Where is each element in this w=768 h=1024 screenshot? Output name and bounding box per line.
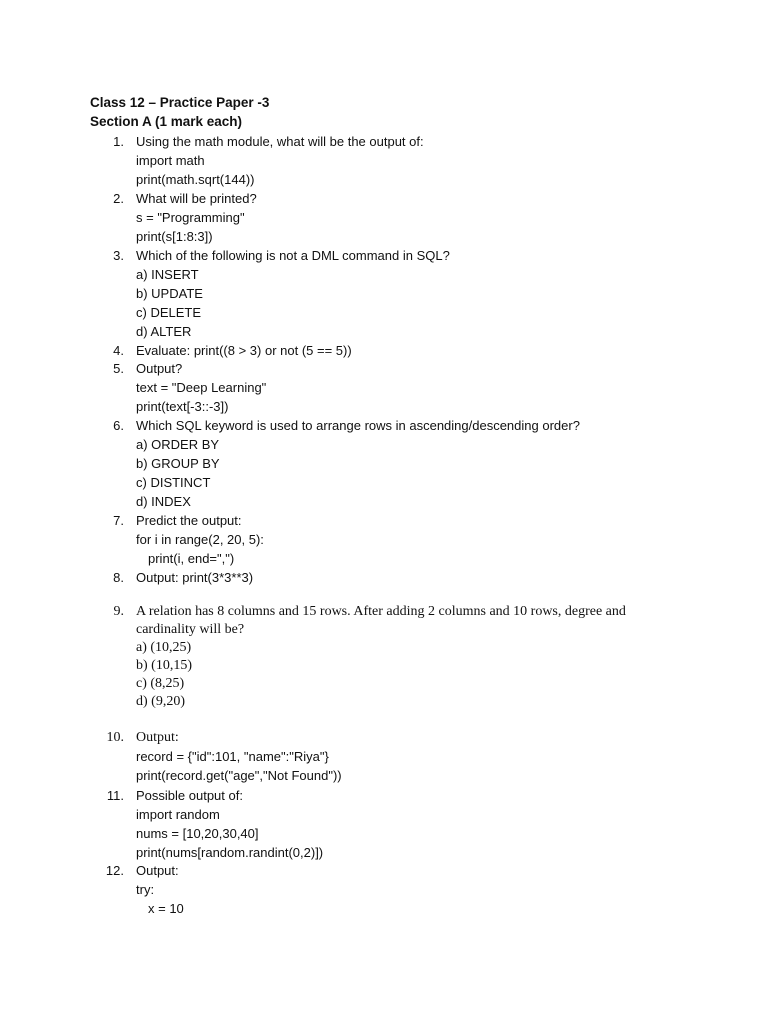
question-text: Output: [136,730,179,745]
option-a: a) ORDER BY [136,437,220,452]
question-number: 4. [113,343,124,358]
option-d: d) ALTER [136,324,192,339]
option-b: b) UPDATE [136,286,203,301]
question-number: 6. [113,418,124,433]
option-b: b) (10,15) [136,658,192,673]
code-line: import random [136,807,220,822]
code-line-indented: x = 10 [148,901,184,916]
code-line: print(record.get("age","Not Found")) [136,768,342,783]
paper-title: Class 12 – Practice Paper -3 [90,95,270,110]
question-body [136,189,696,246]
option-d: d) INDEX [136,494,191,509]
question-text: Predict the output: [136,513,242,528]
option-b: b) GROUP BY [136,456,220,471]
question-number: 3. [113,248,124,263]
code-line: print(s[1:8:3]) [136,229,213,244]
question-body [136,511,696,568]
question-number: 9. [113,604,124,619]
question-text: What will be printed? [136,191,257,206]
question-text: Output: [136,863,179,878]
code-line: print(nums[random.randint(0,2)]) [136,845,324,860]
question-body [136,416,696,511]
question-body [136,568,696,587]
option-d: d) (9,20) [136,694,185,709]
question-body [136,132,696,189]
question-text: Possible output of: [136,788,243,803]
code-line: print(text[-3::-3]) [136,399,229,414]
question-number: 7. [113,513,124,528]
code-line: record = {"id":101, "name":"Riya"} [136,749,329,764]
question-number: 12. [105,863,124,878]
question-text: Output? [136,361,183,376]
question-body [136,603,696,711]
code-line: text = "Deep Learning" [136,380,267,395]
question-body [136,728,696,785]
question-number: 11. [106,788,124,803]
section-heading: Section A (1 mark each) [90,114,243,129]
question-number: 8. [113,570,124,585]
option-a: a) INSERT [136,267,199,282]
option-a: a) (10,25) [136,640,192,655]
question-text: Which SQL keyword is used to arrange rows in ascending/descending order? [136,418,580,433]
option-c: c) (8,25) [136,676,185,691]
code-line: import math [136,153,205,168]
question-body [136,359,696,416]
code-line: print(math.sqrt(144)) [136,172,255,187]
question-body [136,861,696,918]
question-number: 10. [106,730,124,745]
question-text: Output: print(3*3**3) [136,570,254,585]
code-line: try: [136,882,155,897]
code-line-indented: print(i, end=",") [148,551,235,566]
question-text: cardinality will be? [136,622,245,637]
question-number: 5. [113,361,124,376]
code-line: for i in range(2, 20, 5): [136,532,264,547]
question-number: 1. [113,134,124,149]
question-text: Using the math module, what will be the output of: [136,134,424,149]
code-line: s = "Programming" [136,210,245,225]
code-line: nums = [10,20,30,40] [136,826,259,841]
option-c: c) DISTINCT [136,475,211,490]
question-text: Which of the following is not a DML command in SQL? [136,248,450,263]
question-text: A relation has 8 columns and 15 rows. After adding 2 columns and 10 rows, degree and [136,604,626,619]
question-body [136,246,696,341]
question-text: Evaluate: print((8 > 3) or not (5 == 5)) [136,343,352,358]
question-number: 2. [113,191,124,206]
question-body [136,341,696,360]
question-body [136,786,696,862]
option-c: c) DELETE [136,305,202,320]
